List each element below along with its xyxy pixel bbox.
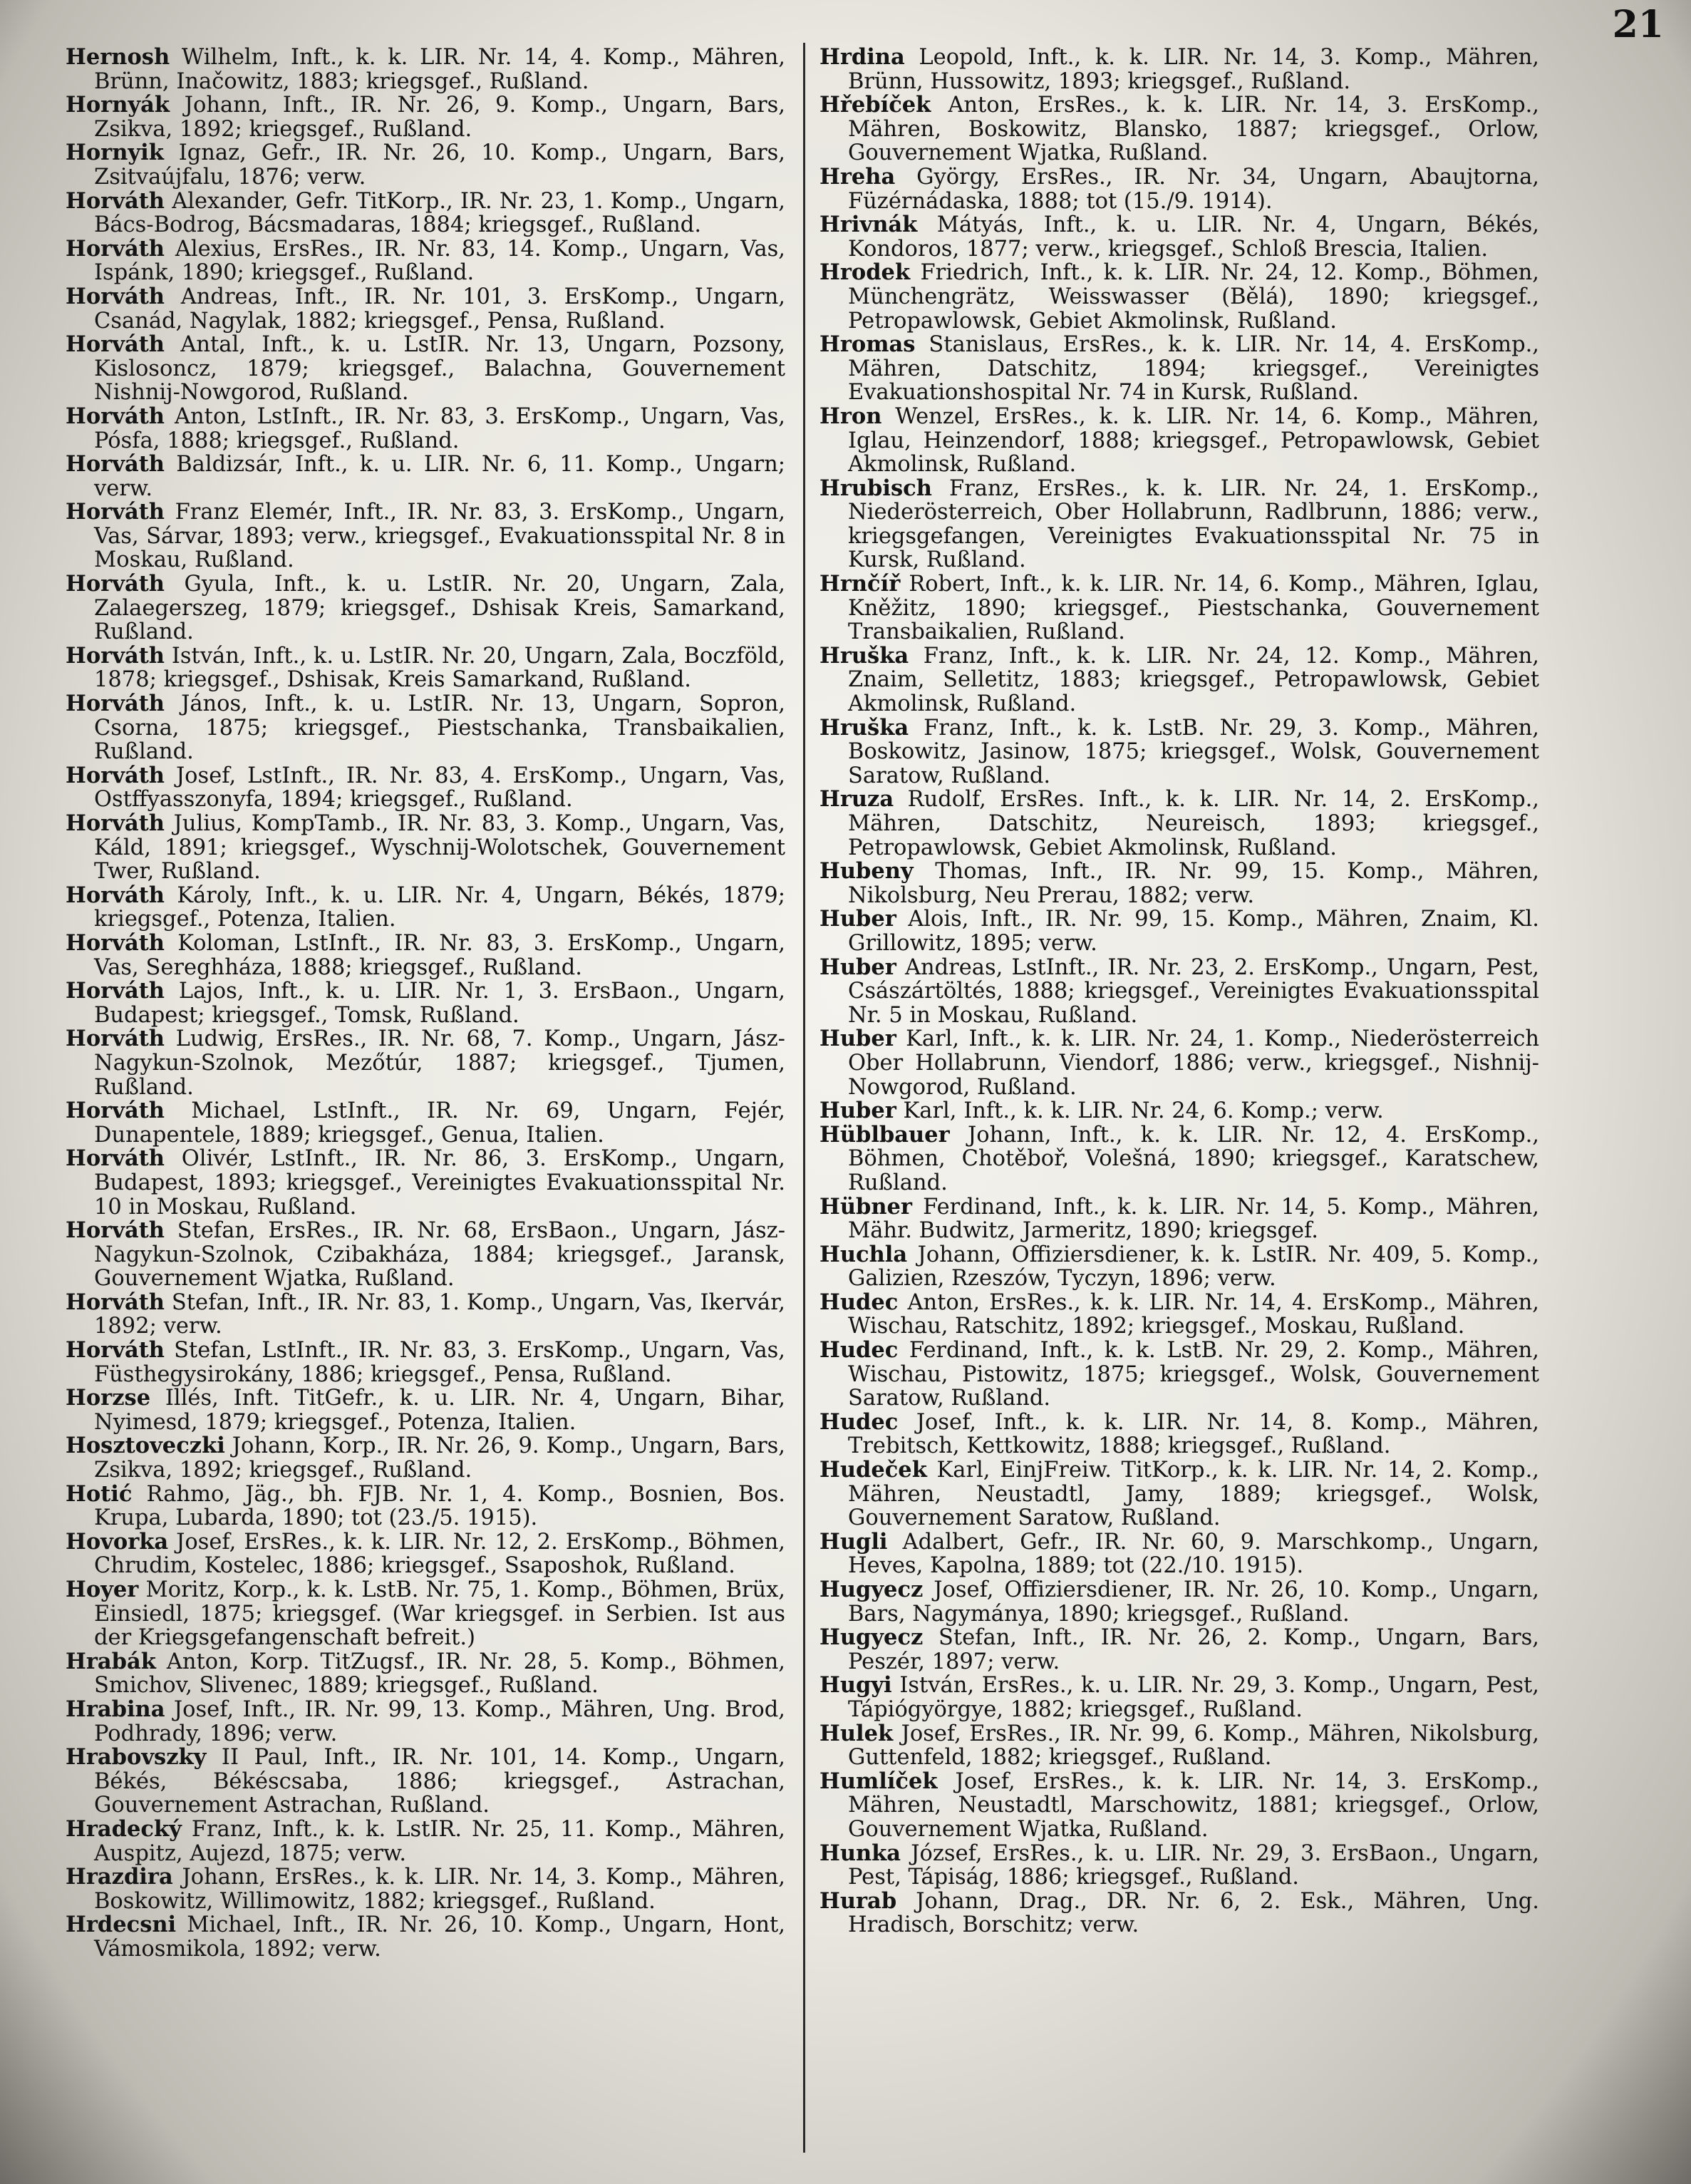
casualty-entry xyxy=(66,644,785,692)
casualty-entry xyxy=(66,141,785,189)
entry-details: Leopold, Inft., k. k. LIR. Nr. 14, 3. Komp., Mähren, Brünn, Hussowitz, 1893; kriegsgef., Rußland. xyxy=(848,45,1539,94)
entry-surname: Hugyecz xyxy=(819,1577,924,1602)
entry-surname: Hulek xyxy=(819,1720,894,1746)
entry-details: Stefan, Inft., IR. Nr. 26, 2. Komp., Ungarn, Bars, Peszér, 1897; verw. xyxy=(848,1625,1539,1674)
casualty-entry xyxy=(819,1291,1539,1339)
entry-details: Johann, Drag., DR. Nr. 6, 2. Esk., Mähren, Ung. Hradisch, Borschitz; verw. xyxy=(848,1888,1539,1938)
entry-details: II Paul, Inft., IR. Nr. 101, 14. Komp., Ungarn, Békés, Békéscsaba, 1886; kriegsgef., Astrachan, Gouvernement Astrachan, Rußland. xyxy=(94,1745,785,1818)
casualty-entry xyxy=(819,1887,1539,1938)
entry-surname: Horváth xyxy=(66,1145,165,1172)
entry-surname: Hrdecsni xyxy=(66,1912,177,1938)
entry-surname: Hoyer xyxy=(66,1577,139,1602)
entry-surname: Hrabovszky xyxy=(66,1744,207,1771)
entry-surname: Horváth xyxy=(66,403,165,429)
entry-surname: Horváth xyxy=(66,283,165,309)
casualty-entry xyxy=(819,46,1539,93)
entry-details: István, Inft., k. u. LstIR. Nr. 20, Ungarn, Zala, Boczföld, 1878; kriegsgef., Dshisak, Kreis Samarkand, Rußland. xyxy=(94,643,785,693)
entry-surname: Hudec xyxy=(819,1408,899,1435)
entry-details: Andreas, LstInft., IR. Nr. 23, 2. ErsKomp., Ungarn, Pest, Császártöltés, 1888; kriegsgef., Vereinigtes Evakuationsspital Nr. 5 in Moskau, Rußland. xyxy=(848,954,1539,1028)
entry-surname: Horváth xyxy=(66,499,165,525)
entry-surname: Hosztoveczki xyxy=(66,1433,225,1459)
entry-details: Josef, Offiziersdiener, IR. Nr. 26, 10. Komp., Ungarn, Bars, Nagymánya, 1890; kriegsgef., Rußland. xyxy=(848,1577,1539,1627)
entry-surname: Horváth xyxy=(66,1098,165,1124)
casualty-entry xyxy=(66,1027,785,1099)
entry-details: Franz Elemér, Inft., IR. Nr. 83, 3. ErsKomp., Ungarn, Vas, Sárvar, 1893; verw., kriegsgef., Evakuationsspital Nr. 8 in Moskau, Rußland. xyxy=(94,500,785,573)
casualty-entry xyxy=(66,285,785,333)
casualty-entry xyxy=(66,405,785,453)
entry-surname: Horváth xyxy=(66,331,165,358)
entry-surname: Hromas xyxy=(819,331,916,358)
entry-surname: Hovorka xyxy=(66,1528,169,1555)
entry-surname: Hüblbauer xyxy=(819,1121,950,1148)
entry-surname: Hugli xyxy=(819,1528,888,1555)
casualty-entry xyxy=(819,1722,1539,1770)
entry-surname: Huber xyxy=(819,1098,896,1124)
casualty-entry xyxy=(66,884,785,932)
entry-surname: Hrubisch xyxy=(819,475,932,501)
casualty-entry xyxy=(66,1339,785,1386)
casualty-entry xyxy=(66,1578,785,1650)
entry-details: Adalbert, Gefr., IR. Nr. 60, 9. Marschkomp., Ungarn, Heves, Kapolna, 1889; tot (22./10. 1915). xyxy=(848,1529,1539,1579)
entry-surname: Horváth xyxy=(66,187,165,214)
entry-details: Andreas, Inft., IR. Nr. 101, 3. ErsKomp., Ungarn, Csanád, Nagylak, 1882; kriegsgef., Pensa, Rußland. xyxy=(94,284,785,334)
entry-surname: Horváth xyxy=(66,1217,165,1244)
entry-details: György, ErsRes., IR. Nr. 34, Ungarn, Abaujtorna, Füzérnádaska, 1888; tot (15./9. 1914). xyxy=(848,164,1540,214)
entry-details: János, Inft., k. u. LstIR. Nr. 13, Ungarn, Sopron, Csorna, 1875; kriegsgef., Piestschanka, Transbaikalien, Rußland. xyxy=(94,691,785,765)
entry-details: Stefan, ErsRes., IR. Nr. 68, ErsBaon., Ungarn, Jász-Nagykun-Szolnok, Czibakháza, 1884; kriegsgef., Jaransk, Gouvernement Wjatka, Rußland. xyxy=(94,1218,785,1292)
entry-surname: Hotić xyxy=(66,1480,133,1507)
casualty-entry xyxy=(66,46,785,93)
entry-details: Mátyás, Inft., k. u. LIR. Nr. 4, Ungarn, Békés, Kondoros, 1877; verw., kriegsgef., Schloß Brescia, Italien. xyxy=(848,212,1539,262)
entry-details: József, ErsRes., k. u. LIR. Nr. 29, 3. ErsBaon., Ungarn, Pest, Tápiság, 1886; kriegsgef., Rußland. xyxy=(848,1840,1539,1890)
entry-details: Alexius, ErsRes., IR. Nr. 83, 14. Komp., Ungarn, Vas, Ispánk, 1890; kriegsgef., Rußland. xyxy=(94,236,785,286)
casualty-entry xyxy=(66,93,785,141)
casualty-entry xyxy=(66,1434,785,1482)
entry-surname: Horváth xyxy=(66,451,165,478)
entry-details: Anton, Korp. TitZugsf., IR. Nr. 28, 5. Komp., Böhmen, Smichov, Slivenec, 1889; kriegsgef., Rußland. xyxy=(94,1649,786,1699)
entry-surname: Hřebíček xyxy=(819,92,931,118)
casualty-entry xyxy=(66,1865,785,1913)
casualty-entry xyxy=(66,187,785,238)
entry-details: Stanislaus, ErsRes., k. k. LIR. Nr. 14, 4. ErsKomp., Mähren, Datschitz, 1894; kriegsgef., Vereinigtes Evakuationshospital Nr. 74 in Kursk, Rußland. xyxy=(848,332,1539,406)
entry-surname: Huber xyxy=(819,954,896,980)
entry-surname: Huber xyxy=(819,906,896,932)
entry-details: Illés, Inft. TitGefr., k. u. LIR. Nr. 4, Ungarn, Bihar, Nyimesd, 1879; kriegsgef., Potenza, Italien. xyxy=(94,1386,785,1435)
casualty-entry xyxy=(819,572,1539,644)
entry-surname: Horváth xyxy=(66,978,165,1004)
entry-details: Johann, Offiziersdiener, k. k. LstIR. Nr. 409, 5. Komp., Galizien, Rzeszów, Tyczyn, 1896; verw. xyxy=(848,1242,1539,1292)
casualty-entry xyxy=(66,572,785,644)
entry-details: Franz, ErsRes., k. k. LIR. Nr. 24, 1. ErsKomp., Niederösterreich, Ober Hollabrunn, Radlbrunn, 1886; verw., kriegsgefangen, Vereinigtes Evakuationsspital Nr. 75 in Kursk, Rußland. xyxy=(848,475,1540,573)
entry-surname: Horváth xyxy=(66,810,165,836)
casualty-entry xyxy=(819,907,1539,955)
casualty-entry xyxy=(66,1480,785,1531)
casualty-entry xyxy=(819,1408,1539,1459)
entry-details: Baldizsár, Inft., k. u. LIR. Nr. 6, 11. Komp., Ungarn; verw. xyxy=(94,452,785,501)
entry-surname: Hornyik xyxy=(66,140,164,166)
entry-details: Károly, Inft., k. u. LIR. Nr. 4, Ungarn, Békés, 1879; kriegsgef., Potenza, Italien. xyxy=(94,882,785,932)
casualty-entry xyxy=(66,1650,785,1698)
casualty-entry xyxy=(819,93,1539,165)
entry-details: Anton, LstInft., IR. Nr. 83, 3. ErsKomp., Ungarn, Vas, Pósfa, 1888; kriegsgef., Rußland. xyxy=(94,403,785,453)
casualty-entry xyxy=(66,453,785,500)
casualty-entry xyxy=(819,716,1539,788)
entry-details: Anton, ErsRes., k. k. LIR. Nr. 14, 4. ErsKomp., Mähren, Wischau, Ratschitz, 1892; kriegsgef., Moskau, Rußland. xyxy=(848,1289,1539,1339)
entry-surname: Hübner xyxy=(819,1193,912,1220)
entry-surname: Horváth xyxy=(66,882,165,908)
entry-surname: Hudec xyxy=(819,1289,899,1315)
casualty-entry xyxy=(819,1842,1539,1890)
entry-details: Julius, KompTamb., IR. Nr. 83, 3. Komp., Ungarn, Vas, Káld, 1891; kriegsgef., Wyschnij-Wolotschek, Gouvernement Twer, Rußland. xyxy=(94,811,785,885)
entry-surname: Hruška xyxy=(819,714,909,741)
entry-surname: Hrodek xyxy=(819,259,911,286)
casualty-entry xyxy=(819,1339,1539,1411)
casualty-entry xyxy=(66,1913,785,1961)
entry-details: Moritz, Korp., k. k. LstB. Nr. 75, 1. Komp., Böhmen, Brüx, Einsiedl, 1875; kriegsgef. (War kriegsgef. in Serbien. Ist aus der Kriegsgefangenschaft befreit.) xyxy=(94,1577,785,1651)
casualty-entry xyxy=(819,477,1539,572)
casualty-entry xyxy=(819,1578,1539,1626)
casualty-entry xyxy=(66,1815,785,1866)
entry-surname: Hugyecz xyxy=(819,1624,924,1651)
entry-details: Josef, ErsRes., IR. Nr. 99, 6. Komp., Mähren, Nikolsburg, Guttenfeld, 1882; kriegsgef., Rußland. xyxy=(848,1721,1539,1771)
entry-surname: Huber xyxy=(819,1026,896,1052)
entry-details: Anton, ErsRes., k. k. LIR. Nr. 14, 3. ErsKomp., Mähren, Boskowitz, Blansko, 1887; kriegsgef., Orlow, Gouvernement Wjatka, Rußland. xyxy=(848,93,1540,166)
entry-details: Josef, Inft., k. k. LIR. Nr. 14, 8. Komp., Mähren, Trebitsch, Kettkowitz, 1888; kriegsgef., Rußland. xyxy=(848,1409,1539,1459)
entry-surname: Horváth xyxy=(66,691,165,717)
entry-surname: Horváth xyxy=(66,762,165,788)
casualty-entry xyxy=(819,788,1539,860)
casualty-entry xyxy=(819,213,1539,261)
entry-details: Franz, Inft., k. k. LstB. Nr. 29, 3. Komp., Mähren, Boskowitz, Jasinow, 1875; kriegsgef., Wolsk, Gouvernement Saratow, Rußland. xyxy=(848,715,1540,788)
entry-surname: Horváth xyxy=(66,1026,165,1052)
casualty-entry xyxy=(66,1698,785,1746)
casualty-entry xyxy=(66,692,785,764)
casualty-entry xyxy=(66,812,785,884)
casualty-entry xyxy=(66,500,785,572)
entry-details: Josef, ErsRes., k. k. LIR. Nr. 14, 3. ErsKomp., Mähren, Neustadtl, Marschowitz, 1881; kriegsgef., Orlow, Gouvernement Wjatka, Rußland. xyxy=(848,1768,1539,1842)
entry-details: Josef, ErsRes., k. k. LIR. Nr. 12, 2. ErsKomp., Böhmen, Chrudim, Kostelec, 1886; kriegsgef., Ssaposhok, Rußland. xyxy=(94,1529,785,1579)
entry-details: Johann, Inft., k. k. LIR. Nr. 12, 4. ErsKomp., Böhmen, Chotěboř, Volešná, 1890; kriegsgef., Karatschew, Rußland. xyxy=(848,1122,1540,1195)
entry-surname: Hrazdira xyxy=(66,1864,173,1890)
entry-surname: Hernosh xyxy=(66,44,170,70)
entry-surname: Hrdina xyxy=(819,44,905,70)
entry-details: Thomas, Inft., IR. Nr. 99, 15. Komp., Mähren, Nikolsburg, Neu Prerau, 1882; verw. xyxy=(848,859,1539,908)
entry-surname: Hruška xyxy=(819,642,909,669)
entry-details: Wenzel, ErsRes., k. k. LIR. Nr. 14, 6. Komp., Mähren, Iglau, Heinzendorf, 1888; kriegsgef., Petropawlowsk, Gebiet Akmolinsk, Rußland. xyxy=(848,403,1539,478)
entry-details: Josef, LstInft., IR. Nr. 83, 4. ErsKomp., Ungarn, Vas, Ostffyasszonyfa, 1894; kriegsgef., Rußland. xyxy=(94,763,785,813)
entry-details: Lajos, Inft., k. u. LIR. Nr. 1, 3. ErsBaon., Ungarn, Budapest; kriegsgef., Tomsk, Rußland. xyxy=(94,979,785,1028)
entry-details: Friedrich, Inft., k. k. LIR. Nr. 24, 12. Komp., Böhmen, Münchengrätz, Weisswasser (Bělá), 1890; kriegsgef., Petropawlowsk, Gebiet Akmolinsk, Rußland. xyxy=(848,260,1539,334)
casualty-entry xyxy=(66,1746,785,1818)
casualty-entry xyxy=(819,1123,1539,1195)
entry-surname: Hreha xyxy=(819,163,896,190)
entry-details: Rudolf, ErsRes. Inft., k. k. LIR. Nr. 14, 2. ErsKomp., Mähren, Datschitz, Neureisch, 1893; kriegsgef., Petropawlowsk, Gebiet Akmolinsk, Rußland. xyxy=(848,787,1539,860)
entry-details: Karl, Inft., k. k. LIR. Nr. 24, 6. Komp.; verw. xyxy=(903,1098,1384,1124)
entry-surname: Hubeny xyxy=(819,858,914,885)
entry-surname: Hrabina xyxy=(66,1696,165,1722)
entry-details: Johann, Inft., IR. Nr. 26, 9. Komp., Ungarn, Bars, Zsikva, 1892; kriegsgef., Rußland. xyxy=(94,93,785,142)
entry-details: István, ErsRes., k. u. LIR. Nr. 29, 3. Komp., Ungarn, Pest, Tápiógyörgye, 1882; kriegsgef., Rußland. xyxy=(848,1673,1539,1722)
entry-surname: Hunka xyxy=(819,1840,901,1866)
entry-details: Ferdinand, Inft., k. k. LstB. Nr. 29, 2. Komp., Mähren, Wischau, Pistowitz, 1875; kriegsgef., Wolsk, Gouvernement Saratow, Rußland. xyxy=(848,1338,1539,1411)
entry-surname: Hrnčíř xyxy=(819,571,901,597)
entry-surname: Horzse xyxy=(66,1385,151,1411)
casualty-entry xyxy=(819,333,1539,405)
casualty-entry xyxy=(819,1626,1539,1674)
entry-surname: Hrabák xyxy=(66,1648,156,1674)
casualty-entry xyxy=(819,1674,1539,1721)
entry-details: Olivér, LstInft., IR. Nr. 86, 3. ErsKomp., Ungarn, Budapest, 1893; kriegsgef., Vereinigtes Evakuationsspital Nr. 10 in Moskau, Rußland. xyxy=(94,1146,785,1220)
entry-surname: Hradecký xyxy=(66,1815,182,1842)
casualty-entry xyxy=(66,237,785,285)
entry-details: Rahmo, Jäg., bh. FJB. Nr. 1, 4. Komp., Bosnien, Bos. Krupa, Lubarda, 1890; tot (23./5. 1915). xyxy=(94,1481,785,1531)
casualty-entry xyxy=(819,1195,1539,1243)
entry-surname: Horváth xyxy=(66,929,165,956)
entry-details: Michael, LstInft., IR. Nr. 69, Ungarn, Fejér, Dunapentele, 1889; kriegsgef., Genua, Italien. xyxy=(94,1098,785,1148)
entry-details: Stefan, Inft., IR. Nr. 83, 1. Komp., Ungarn, Vas, Ikervár, 1892; verw. xyxy=(94,1289,785,1339)
entry-details: Ignaz, Gefr., IR. Nr. 26, 10. Komp., Ungarn, Bars, Zsitvaújfalu, 1876; verw. xyxy=(94,140,785,190)
casualty-entry xyxy=(819,261,1539,333)
entry-details: Alois, Inft., IR. Nr. 99, 15. Komp., Mähren, Znaim, Kl. Grillowitz, 1895; verw. xyxy=(848,907,1539,956)
entry-details: Franz, Inft., k. k. LIR. Nr. 24, 12. Komp., Mähren, Znaim, Selletitz, 1883; kriegsgef., Petropawlowsk, Gebiet Akmolinsk, Rußland. xyxy=(848,643,1539,717)
entry-details: Ferdinand, Inft., k. k. LIR. Nr. 14, 5. Komp., Mähren, Mähr. Budwitz, Jarmeritz, 1890; kriegsgef. xyxy=(848,1194,1539,1244)
left-column xyxy=(66,46,785,1962)
entry-details: Antal, Inft., k. u. LstIR. Nr. 13, Ungarn, Pozsony, Kislosoncz, 1879; kriegsgef., Balachna, Gouvernement Nishnij-Nowgorod, Rußland. xyxy=(94,332,785,406)
entry-details: Wilhelm, Inft., k. k. LIR. Nr. 14, 4. Komp., Mähren, Brünn, Inačowitz, 1883; kriegsgef., Rußland. xyxy=(94,45,785,94)
casualty-entry xyxy=(819,165,1539,213)
entry-surname: Horváth xyxy=(66,1337,165,1364)
casualty-entry xyxy=(819,644,1539,716)
entry-details: Stefan, LstInft., IR. Nr. 83, 3. ErsKomp., Ungarn, Vas, Füsthegysirokány, 1886; kriegsgef., Pensa, Rußland. xyxy=(94,1338,785,1387)
entry-surname: Hugyi xyxy=(819,1672,892,1699)
entry-details: Josef, Inft., IR. Nr. 99, 13. Komp., Mähren, Ung. Brod, Podhrady, 1896; verw. xyxy=(94,1696,785,1746)
casualty-entry xyxy=(819,1099,1539,1123)
casualty-entry xyxy=(819,1458,1539,1530)
casualty-entry xyxy=(819,860,1539,907)
casualty-entry xyxy=(66,929,786,980)
casualty-entry xyxy=(66,333,785,405)
page-number: 21 xyxy=(1612,3,1664,46)
entry-details: Robert, Inft., k. k. LIR. Nr. 14, 6. Komp., Mähren, Iglau, Kněžitz, 1890; kriegsgef., Piestschanka, Gouvernement Transbaikalien, Rußland. xyxy=(848,572,1539,645)
entry-surname: Horváth xyxy=(66,571,165,597)
entry-surname: Horváth xyxy=(66,642,165,669)
entry-details: Johann, Korp., IR. Nr. 26, 9. Komp., Ungarn, Bars, Zsikva, 1892; kriegsgef., Rußland. xyxy=(94,1433,785,1483)
entry-surname: Hudeček xyxy=(819,1457,927,1483)
entry-details: Johann, ErsRes., k. k. LIR. Nr. 14, 3. Komp., Mähren, Boskowitz, Willimowitz, 1882; kriegsgef., Rußland. xyxy=(94,1865,785,1914)
entry-details: Koloman, LstInft., IR. Nr. 83, 3. ErsKomp., Ungarn, Vas, Sereghháza, 1888; kriegsgef., Rußland. xyxy=(94,930,786,980)
entry-details: Karl, EinjFreiw. TitKorp., k. k. LIR. Nr. 14, 2. Komp., Mähren, Neustadtl, Jamy, 1889; kriegsgef., Wolsk, Gouvernement Saratow, Rußland. xyxy=(848,1458,1539,1531)
entry-details: Franz, Inft., k. k. LstIR. Nr. 25, 11. Komp., Mähren, Auspitz, Aujezd, 1875; verw. xyxy=(94,1816,785,1866)
casualty-entry xyxy=(66,1386,785,1434)
right-column xyxy=(819,46,1539,1937)
casualty-entry xyxy=(819,1770,1539,1842)
entry-surname: Horváth xyxy=(66,235,165,262)
entry-surname: Hrivnák xyxy=(819,212,918,238)
entry-surname: Humlíček xyxy=(819,1768,938,1794)
casualty-entry xyxy=(819,1243,1539,1291)
casualty-entry xyxy=(66,1147,785,1219)
casualty-entry xyxy=(66,764,785,812)
entry-surname: Hurab xyxy=(819,1887,897,1914)
entry-surname: Hudec xyxy=(819,1337,899,1364)
casualty-entry xyxy=(66,979,785,1027)
casualty-entry xyxy=(819,405,1539,477)
casualty-entry xyxy=(66,1530,785,1578)
entry-details: Karl, Inft., k. k. LIR. Nr. 24, 1. Komp., Niederösterreich Ober Hollabrunn, Viendorf, 1886; verw., kriegsgef., Nishnij-Nowgorod, Rußland. xyxy=(848,1026,1539,1100)
casualty-entry xyxy=(66,1099,785,1147)
casualty-entry xyxy=(819,1530,1539,1578)
entry-details: Alexander, Gefr. TitKorp., IR. Nr. 23, 1. Komp., Ungarn, Bács-Bodrog, Bácsmadaras, 1884; kriegsgef., Rußland. xyxy=(94,188,785,238)
entry-details: Gyula, Inft., k. u. LstIR. Nr. 20, Ungarn, Zala, Zalaegerszeg, 1879; kriegsgef., Dshisak Kreis, Samarkand, Rußland. xyxy=(94,572,785,645)
column-divider xyxy=(803,43,805,2153)
entry-surname: Hornyák xyxy=(66,92,170,118)
entry-surname: Hron xyxy=(819,403,882,429)
entry-surname: Huchla xyxy=(819,1241,908,1267)
casualty-entry xyxy=(66,1219,785,1291)
casualty-entry xyxy=(66,1291,785,1339)
entry-details: Ludwig, ErsRes., IR. Nr. 68, 7. Komp., Ungarn, Jász-Nagykun-Szolnok, Mezőtúr, 1887; kriegsgef., Tjumen, Rußland. xyxy=(94,1026,785,1100)
casualty-entry xyxy=(819,956,1539,1028)
casualty-entry xyxy=(819,1027,1539,1099)
entry-details: Michael, Inft., IR. Nr. 26, 10. Komp., Ungarn, Hont, Vámosmikola, 1892; verw. xyxy=(94,1912,785,1962)
entry-surname: Hruza xyxy=(819,786,894,813)
entry-surname: Horváth xyxy=(66,1289,165,1315)
